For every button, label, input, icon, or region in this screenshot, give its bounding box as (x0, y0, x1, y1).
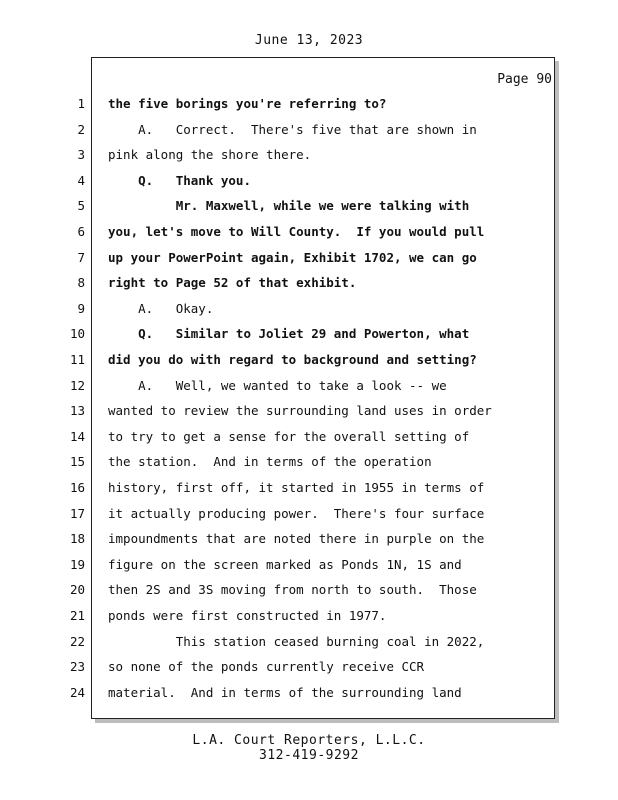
line-text: up your PowerPoint again, Exhibit 1702, we can go (108, 249, 477, 265)
line-number: 16 (69, 480, 85, 495)
footer (0, 733, 618, 763)
line-text: This station ceased burning coal in 2022, (108, 633, 485, 649)
line-text: to try to get a sense for the overall setting of (108, 428, 470, 444)
line-text: Mr. Maxwell, while we were talking with (108, 198, 470, 214)
line-number: 8 (77, 275, 85, 291)
line-text: right to Page 52 of that exhibit. (108, 275, 357, 291)
line-number: 22 (69, 633, 85, 649)
line-number: 3 (77, 147, 85, 163)
line-number: 23 (69, 659, 85, 675)
line-text: Q. Similar to Joliet 29 and Powerton, what (108, 326, 470, 342)
line-text: A. Okay. (108, 300, 214, 316)
line-number: 17 (69, 505, 85, 521)
line-number: 1 (77, 96, 85, 111)
line-text: then 2S and 3S moving from north to south. Those (108, 582, 477, 598)
line-text: the station. And in terms of the operation (108, 454, 432, 470)
line-number: 13 (69, 403, 85, 419)
line-number: 5 (77, 198, 85, 214)
line-number: 12 (69, 377, 85, 393)
line-number: 20 (69, 582, 85, 598)
line-number: 15 (69, 454, 85, 470)
line-text: impoundments that are noted there in purple on the (108, 531, 485, 547)
line-number: 24 (69, 684, 85, 700)
line-number: 18 (69, 531, 85, 547)
line-number: 14 (69, 428, 85, 444)
line-text: Q. Thank you. (108, 172, 251, 188)
line-number: 6 (77, 224, 85, 239)
line-text: history, first off, it started in 1955 in terms of (108, 480, 485, 495)
line-number: 7 (77, 249, 85, 265)
line-text: it actually producing power. There's four surface (108, 505, 485, 521)
reporter-phone: 312-419-9292 (259, 748, 359, 763)
line-number: 10 (69, 326, 85, 342)
line-text: the five borings you're referring to? (108, 96, 387, 111)
line-number: 11 (69, 352, 85, 367)
line-number: 4 (77, 172, 85, 188)
reporter-company: L.A. Court Reporters, L.L.C. (192, 733, 426, 748)
line-text: material. And in terms of the surrounding land (108, 684, 462, 700)
line-text: A. Correct. There's five that are shown in (108, 121, 477, 137)
line-text: you, let's move to Will County. If you would pull (108, 224, 485, 239)
line-text: ponds were first constructed in 1977. (108, 608, 387, 623)
line-text: pink along the shore there. (108, 147, 312, 163)
line-number: 9 (77, 300, 85, 316)
line-number: 21 (69, 608, 85, 623)
line-number: 19 (69, 556, 85, 572)
line-text: figure on the screen marked as Ponds 1N, 1S and (108, 556, 462, 572)
line-text: did you do with regard to background and setting? (108, 352, 477, 367)
transcript-date: June 13, 2023 (254, 33, 364, 48)
line-text: A. Well, we wanted to take a look -- we (108, 377, 447, 393)
line-text: so none of the ponds currently receive CCR (108, 659, 425, 675)
line-number: 2 (77, 121, 85, 137)
page-number: Page 90 (497, 72, 552, 87)
line-text: wanted to review the surrounding land uses in order (108, 403, 492, 419)
